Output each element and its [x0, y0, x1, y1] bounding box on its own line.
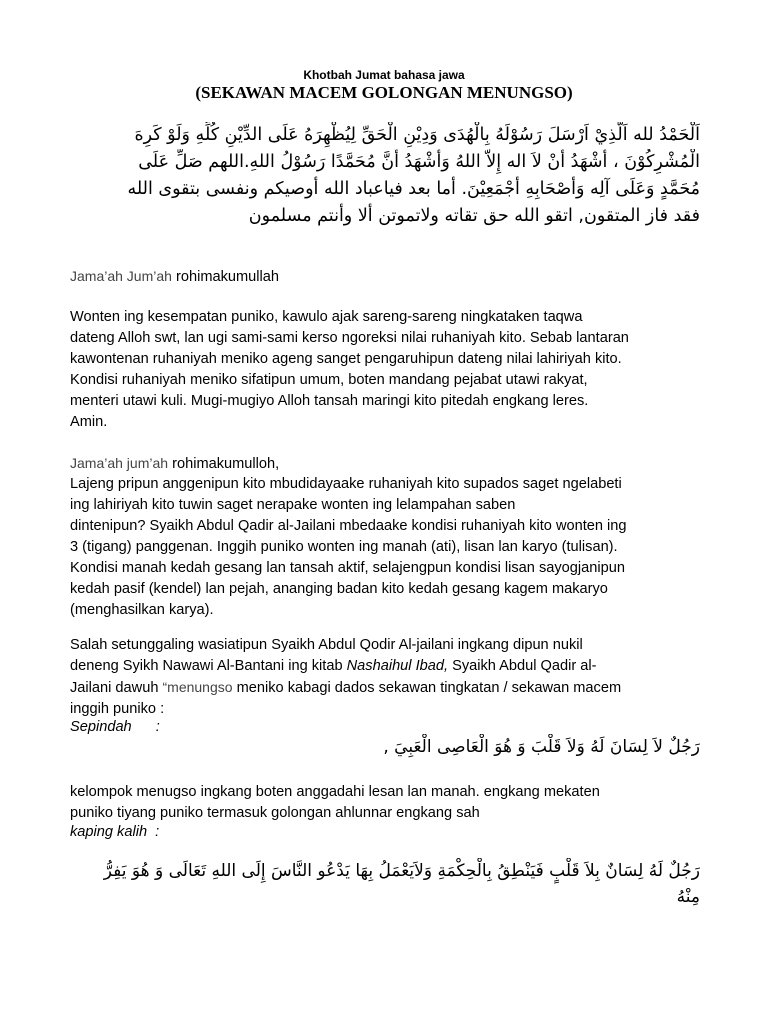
paragraph-3: [70, 635, 710, 720]
greeting-2: [70, 453, 710, 475]
text-line: Wonten ing kesempatan puniko, kawulo ajak sareng-sareng ningkataken taqwa: [70, 309, 583, 325]
text-line: (menghasilkan karya).: [70, 602, 214, 618]
text-fragment: deneng Syikh Nawawi Al-Bantani ing kitab: [70, 658, 347, 674]
text-line: kelompok menugso ingkang boten anggadahi lesan lan manah. engkang mekaten: [70, 784, 600, 800]
document-kicker: Khotbah Jumat bahasa jawa: [303, 68, 465, 82]
arabic-opening-prayer: [70, 122, 700, 230]
arabic-line: مِنْهُ: [676, 887, 700, 907]
arabic-item-1: [330, 734, 700, 760]
text-line: Salah setunggaling wasiatipun Syaikh Abdul Qodir Al-jailani ingkang dipun nukil: [70, 637, 583, 653]
text-line: dateng Alloh swt, lan ugi sami-sami kerso ngoreksi nilai ruhaniyah kito. Sebab lantaran: [70, 330, 629, 346]
item-label-colon: :: [155, 719, 160, 735]
arabic-line: الْمُشْرِكُوْنَ ، أَشْهَدُ أَنْ لاَ اله إِلاَّ اللهُ وَأَشْهَدُ أَنَّ مُحَمَّدًا رَسُوْلُ اللهِ.اللهم صَلِّ عَلَى: [138, 152, 700, 172]
greeting-salute: Jama’ah jum’ah: [70, 455, 169, 471]
text-line: puniko tiyang puniko termasuk golongan ahlunnar engkang sah: [70, 805, 480, 821]
greeting-rest: rohimakumullah: [171, 269, 280, 285]
book-title: Nashaihul Ibad,: [346, 658, 449, 674]
item-2-label: [70, 824, 159, 840]
text-line: kawontenan ruhaniyah meniko ageng sanget pengaruhipun dateng nilai lahiriyah kito.: [70, 351, 622, 367]
arabic-line: اَلْحَمْدُ لله اَلَّذِيْ اَرْسَلَ رَسُوْلَهُ بِالْهُدَى وَدِيْنِ الْحَقِّ لِيُظْهِرَهُ عَلَى الدِّيْنِ كُلِّهِ وَلَوْ كَرِهَ: [134, 125, 700, 145]
text-line: kedah pasif (kendel) lan pejah, ananging badan kito kedah gesang kagem makaryo: [70, 581, 608, 597]
text-line: [70, 656, 710, 677]
text-line: dintenipun? Syaikh Abdul Qadir al-Jailani mbedaake kondisi ruhaniyah kito wonten ing: [70, 518, 627, 534]
arabic-item-2: [70, 858, 700, 910]
text-line: [70, 677, 710, 699]
text-fragment: Jailani dawuh: [70, 680, 163, 696]
text-fragment: Syaikh Abdul Qadir al-: [448, 658, 597, 674]
text-line: Amin.: [70, 414, 108, 430]
text-line: ing lahiriyah kito tuwin saget nerapake wonten ing lelampahan saben: [70, 497, 516, 513]
paragraph-4: [70, 782, 710, 824]
text-line: 3 (tigang) panggenan. Inggih puniko wonten ing manah (ati), lisan lan karyo (tulisan).: [70, 539, 618, 555]
item-label-text: Sepindah: [70, 719, 132, 735]
paragraph-2: [70, 474, 710, 621]
text-line: inggih puniko :: [70, 701, 165, 717]
arabic-line: رَجُلٌ لَهُ لِسَانٌ بِلاَ قَلْبٍ فَيَنْطِقُ بِالْحِكْمَةِ وَلاَيَعْمَلُ بِهَا يَدْعُو النَّاسَ إِلَى اللهِ تَعَالَى وَ هُوَ يَفِرُّ: [103, 861, 700, 881]
item-label-colon: :: [155, 824, 160, 840]
text-line: Kondisi ruhaniyah meniko sifatipun umum, boten mandang pejabat utawi rakyat,: [70, 372, 588, 388]
text-line: Lajeng pripun anggenipun kito mbudidayaake ruhaniyah kito supados saget ngelabeti: [70, 476, 622, 492]
text-fragment: meniko kabagi dados sekawan tingkatan / sekawan macem: [232, 680, 622, 696]
item-1-label: [70, 719, 160, 735]
greeting-1: [70, 266, 710, 288]
arabic-line: فقد فاز المتقون, اتقو الله حق تقاته ولاتموتن ألا وأنتم مسلمون: [248, 206, 700, 226]
paragraph-1: [70, 307, 710, 433]
document-title: (SEKAWAN MACEM GOLONGAN MENUNGSO): [195, 83, 573, 102]
item-label-text: kaping kalih: [70, 824, 148, 840]
greeting-salute: Jama’ah Jum’ah: [70, 268, 172, 284]
text-line: Kondisi manah kedah gesang lan tansah aktif, selajengpun kondisi lisan sayogjanipun: [70, 560, 625, 576]
arabic-line: رَجُلٌ لاَ لِسَانَ لَهُ وَلاَ قَلْبَ وَ هُوَ الْعَاصِى الْعَبِيَ ,: [383, 737, 700, 757]
arabic-line: مُحَمَّدٍ وَعَلَى آلِه وَأَصْحَابِهِ أَجْمَعِيْنَ. أما بعد فياعباد الله أوصيكم ونفسى بتقوى الله: [127, 179, 700, 199]
greeting-rest: rohimakumulloh,: [168, 456, 280, 472]
quoted-word: “menungso: [162, 679, 233, 695]
text-line: menteri utawi kuli. Mugi-mugiyo Alloh tansah maringi kito pitedah engkang leres.: [70, 393, 589, 409]
